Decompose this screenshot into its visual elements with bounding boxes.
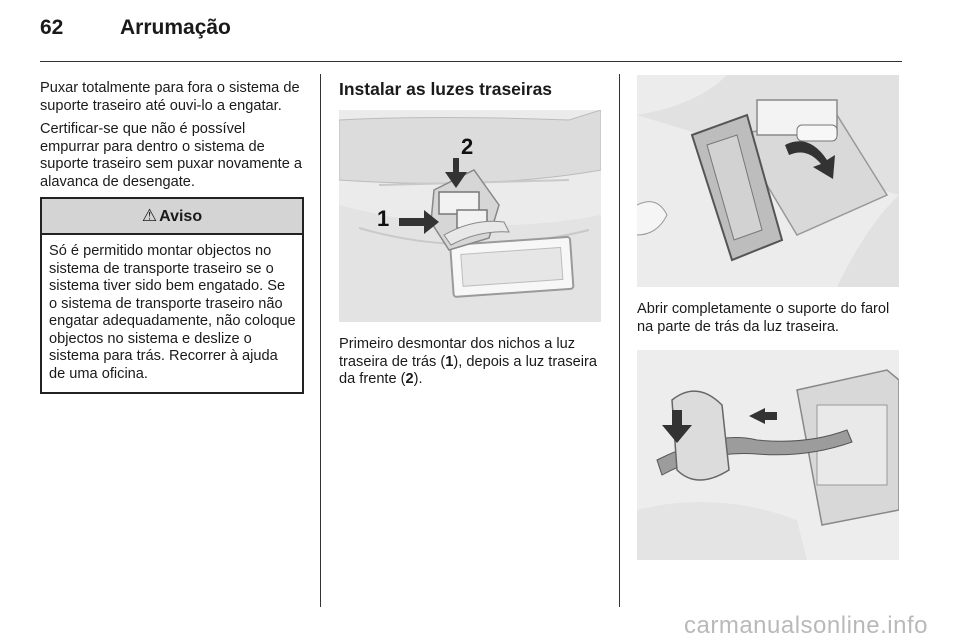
warning-text: Só é permitido montar objectos no sistema de transporte traseiro se o sistema tiver sido bem engatado. Se o sistema de transporte traseiro não engatar adequadamente, não coloque objectos no sistema e deslize o sistema para trás. Recorrer à ajuda de uma oficina. — [49, 243, 296, 382]
figure-caption-right: Abrir completamente o suporte do farol na parte de trás da luz traseira. — [637, 301, 890, 335]
chapter-title: Arrumação — [120, 16, 231, 39]
page-number: 62 — [40, 16, 64, 39]
warning-title: Aviso — [159, 208, 203, 225]
warning-box — [40, 197, 304, 394]
column-divider-1 — [320, 74, 321, 607]
column-right — [637, 75, 901, 560]
column-left — [40, 80, 304, 394]
warning-header — [42, 199, 302, 235]
warning-triangle-icon: ⚠ — [141, 206, 158, 225]
watermark: carmanualsonline.info — [684, 612, 928, 639]
section-title: Instalar as luzes traseiras — [339, 79, 553, 99]
figure-label-1: 1 — [377, 206, 390, 231]
caption-ref-2: 2 — [405, 371, 414, 387]
bulb-holder-release-illustration — [637, 350, 899, 560]
lamp-holder-open-illustration — [637, 75, 899, 287]
figure-label-2: 2 — [461, 134, 474, 159]
column-middle — [339, 78, 601, 395]
figure-caption-middle: Primeiro desmontar dos nichos a luz traseira de trás (1), depois a luz traseira da frente (2). — [339, 336, 597, 387]
column-divider-2 — [619, 74, 620, 607]
caption-ref-1: 1 — [445, 353, 454, 370]
taillight-removal-illustration — [339, 110, 601, 322]
paragraph-check-engaged: Certificar-se que não é possível empurrar para dentro o sistema de suporte traseiro sem puxar novamente a alavanca de desengate. — [40, 121, 303, 190]
header-rule — [40, 61, 902, 62]
paragraph-pull-out: Puxar totalmente para fora o sistema de suporte traseiro até ouvi-lo a engatar. — [40, 80, 300, 114]
